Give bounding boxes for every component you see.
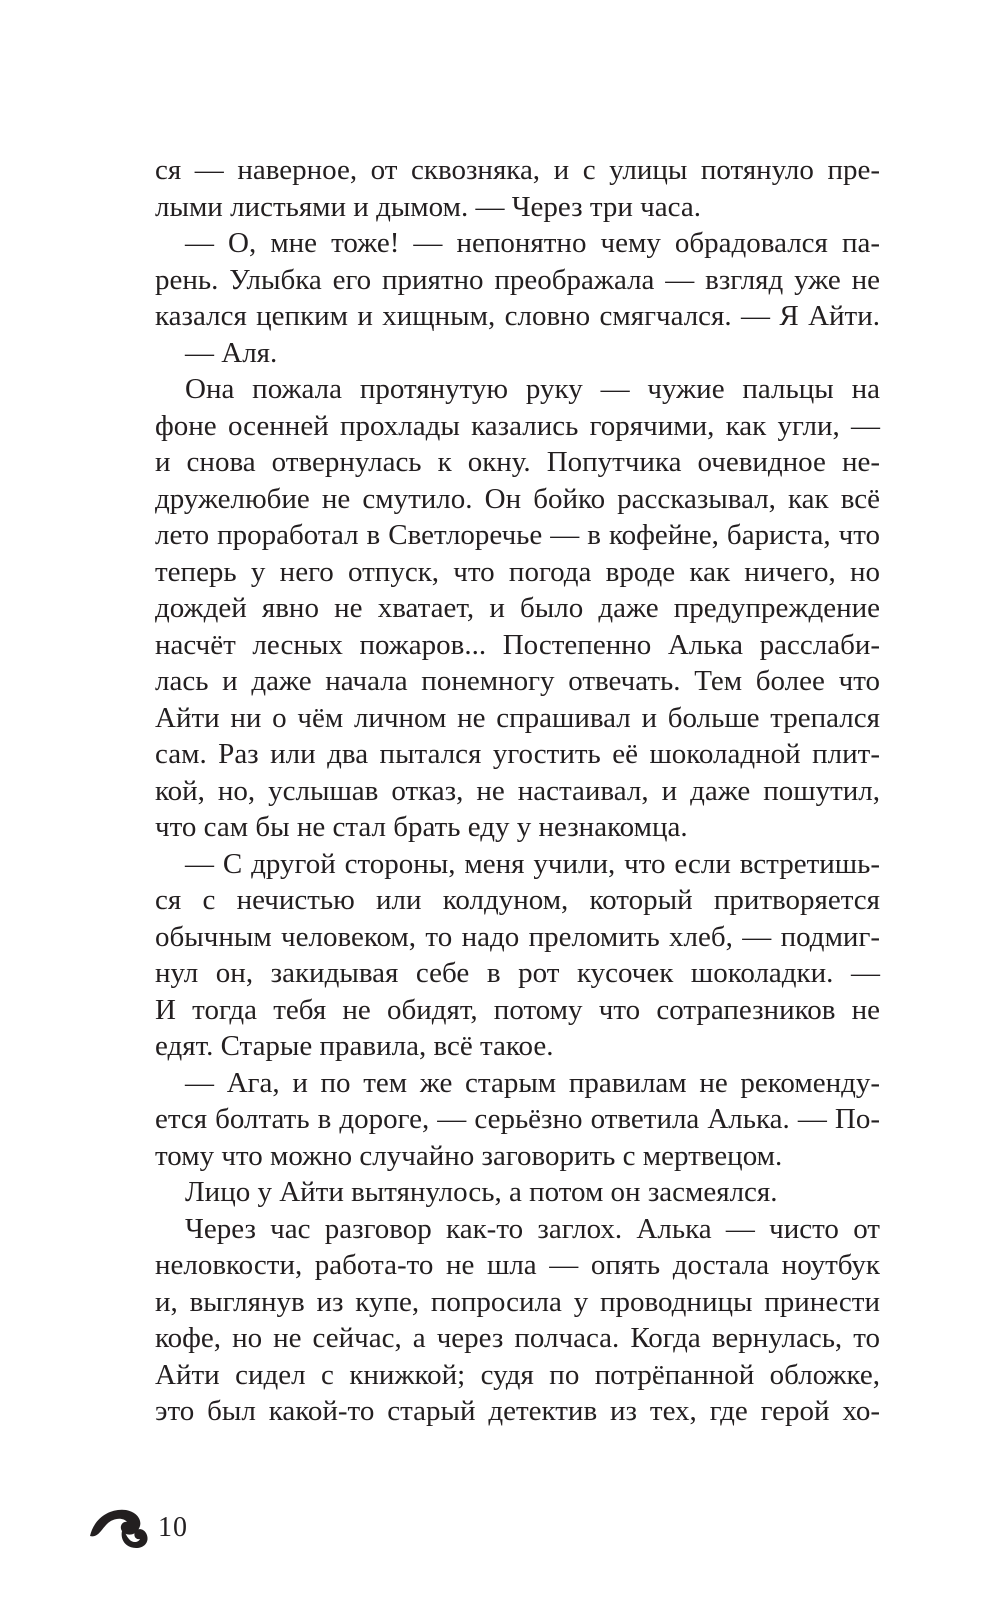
text-line: — О, мне тоже! — непонятно чему обрадовался па- (185, 227, 880, 259)
curl-logo-icon (86, 1500, 152, 1552)
text-line: обычным человеком, то надо преломить хлеб, — подмиг- (155, 920, 880, 953)
text-line: Айти сидел с книжкой; судя по потрёпанной обложке, (155, 1358, 880, 1391)
text-line: теперь у него отпуск, что погода вроде как ничего, но (155, 555, 880, 588)
text-line: ется болтать в дороге, — серьёзно ответила Алька. — По- (155, 1103, 880, 1135)
text-line: сам. Раз или два пытался угостить её шоколадной плит- (155, 738, 880, 770)
text-line: Айти ни о чём личном не спрашивал и больше трепался (155, 701, 880, 734)
text-line: дождей явно не хватает, и было даже предупреждение (155, 592, 880, 624)
page-number: 10 (158, 1512, 188, 1543)
text-line: это был какой-то старый детектив из тех, где герой хо- (155, 1395, 880, 1427)
text-line: ся — наверное, от сквозняка, и с улицы потянуло пре- (155, 154, 880, 186)
text-line: казался цепким и хищным, словно смягчался. — Я Айти. (155, 300, 880, 332)
text-line: неловкости, работа-то не шла — опять достала ноутбук (155, 1249, 880, 1281)
body-text (155, 152, 880, 1430)
text-line: нул он, закидывая себе в рот кусочек шоколадки. — (155, 957, 880, 989)
text-line: Она пожала протянутую руку — чужие пальцы на (185, 373, 880, 405)
text-line: лыми листьями и дымом. — Через три часа. (155, 190, 701, 223)
text-line: и, выглянув из купе, попросила у проводницы принести (155, 1285, 880, 1318)
text-line: — Ага, и по тем же старым правилам не рекоменду- (185, 1066, 880, 1099)
text-line: — С другой стороны, меня учили, что если встретишь- (185, 847, 880, 880)
text-line: тому что можно случайно заговорить с мертвецом. (155, 1139, 783, 1172)
page-footer (86, 1500, 226, 1560)
text-line: что сам бы не стал брать еду у незнакомца. (155, 811, 688, 843)
text-line: — Аля. (185, 336, 278, 369)
text-line: Через час разговор как-то заглох. Алька — чисто от (185, 1212, 880, 1245)
text-line: фоне осенней прохлады казались горячими, как угли, — (155, 409, 880, 442)
text-line: лась и даже начала понемногу отвечать. Тем более что (155, 665, 880, 697)
text-line: едят. Старые правила, всё такое. (155, 1030, 554, 1062)
text-line: Лицо у Айти вытянулось, а потом он засмеялся. (185, 1176, 778, 1208)
text-line: ся с нечистью или колдуном, который притворяется (155, 884, 880, 916)
text-line: дружелюбие не смутило. Он бойко рассказывал, как всё (155, 482, 880, 515)
text-line: кой, но, услышав отказ, не настаивал, и даже пошутил, (155, 774, 880, 807)
text-line: лето проработал в Светлоречье — в кофейне, бариста, что (155, 519, 880, 551)
text-line: И тогда тебя не обидят, потому что сотрапезников не (155, 993, 880, 1026)
text-line: рень. Улыбка его приятно преображала — взгляд уже не (155, 263, 880, 296)
text-line: насчёт лесных пожаров... Постепенно Алька расслаби- (155, 628, 880, 661)
text-line: кофе, но не сейчас, а через полчаса. Когда вернулась, то (155, 1322, 880, 1354)
text-line: и снова отвернулась к окну. Попутчика очевидное не- (155, 446, 880, 478)
